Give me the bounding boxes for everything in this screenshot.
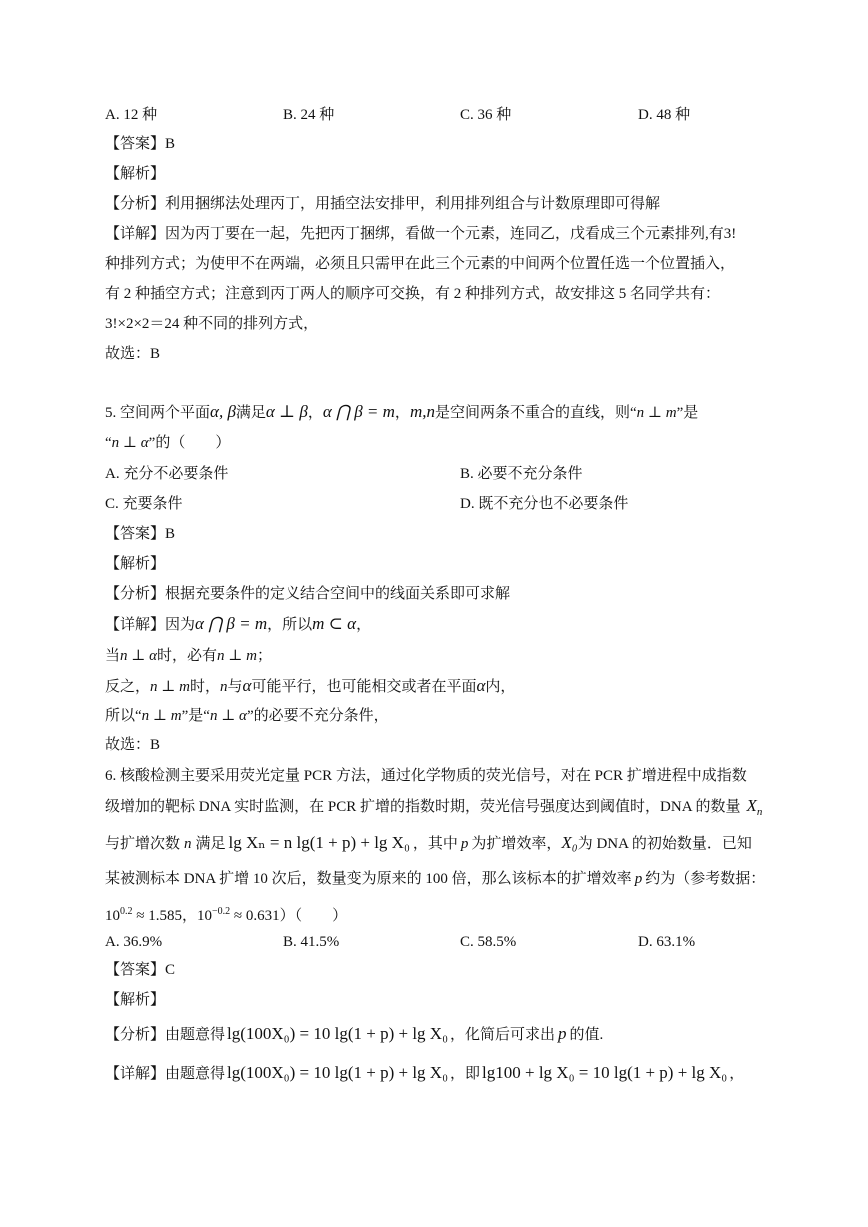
q6-fenxi-text: 的值. xyxy=(569,1027,604,1043)
q6-x0-symbol: X₀ xyxy=(561,833,578,852)
q6-detail-line-1 xyxy=(105,1063,744,1084)
q5-alpha-beta: α, β xyxy=(210,402,236,421)
q5-detail-text: ，所以 xyxy=(267,617,313,633)
q6-option-d: D. 63.1% xyxy=(638,934,696,950)
q6-ref-base-2: 10 xyxy=(197,908,212,924)
q5-detail-intersection: α ⋂ β = m xyxy=(195,614,268,633)
q6-p-symbol-2: p xyxy=(634,871,643,887)
q6-stem-text: 某被测标本 DNA 扩增 10 次后，数量变为原来的 100 倍，那么该标本的扩增效率 xyxy=(105,871,632,887)
q4-option-c: C. 36 种 xyxy=(460,107,512,123)
q5-l4-nm: n ⊥ m xyxy=(141,708,182,724)
q4-choose: 故选：B xyxy=(105,346,161,362)
q5-l2-na: n ⊥ α xyxy=(120,648,157,664)
q4-answer: 【答案】B xyxy=(105,136,176,152)
q5-stem-text: 是空间两条不重合的直线，则“ xyxy=(434,405,637,421)
q6-ref-exp-2: −0.2 xyxy=(212,906,231,917)
q5-option-d: D. 既不充分也不必要条件 xyxy=(460,496,629,512)
q6-stem-line-3 xyxy=(105,833,752,854)
q5-nm-formula: n ⊥ m xyxy=(636,405,677,421)
q6-fenxi xyxy=(105,1024,603,1045)
q5-l2-nm: n ⊥ m xyxy=(217,648,257,664)
q6-option-b: B. 41.5% xyxy=(283,934,340,950)
q6-stem-text: 级增加的靶标 DNA 实时监测，在 PCR 扩增的指数时期，荧光信号强度达到阈值时，DNA 的数量 xyxy=(105,799,741,815)
q5-na-formula: n ⊥ α xyxy=(111,435,149,451)
q5-detail-text: 与 xyxy=(227,679,243,695)
q5-detail-text: ”是“ xyxy=(181,708,210,724)
q6-stem-text: 约为（参考数据： xyxy=(645,871,766,887)
q5-l4-na: n ⊥ α xyxy=(209,708,247,724)
q5-mn: m,n xyxy=(409,402,435,421)
q4-analysis-label: 【解析】 xyxy=(105,166,166,182)
q6-analysis-label: 【解析】 xyxy=(105,992,166,1008)
q6-x-subscript: n xyxy=(756,806,763,818)
q6-ref-value-2: ≈ 0.631 xyxy=(230,908,280,924)
q6-detail-text: ，即 xyxy=(450,1066,481,1082)
q5-stem-text: 5. 空间两个平面 xyxy=(105,405,211,421)
q6-ref-exp-1: 0.2 xyxy=(120,906,133,917)
q6-ref-value-1: ≈ 1.585 xyxy=(132,908,182,924)
q6-stem-text: 与扩增次数 xyxy=(105,836,181,852)
q5-stem-text: ”是 xyxy=(676,405,699,421)
q5-detail-text: 时，必有 xyxy=(157,648,218,664)
q5-detail-text: 内， xyxy=(485,679,516,695)
q4-detail-line-4: 3!×2×2＝24 种不同的排列方式， xyxy=(105,316,319,332)
q5-detail-text: ， xyxy=(356,617,372,633)
q5-detail-text: 当 xyxy=(105,648,121,664)
q5-detail-line-1 xyxy=(105,614,371,635)
q6-n-symbol: n xyxy=(184,836,192,852)
q5-detail-text: 可能平行，也可能相交或者在平面 xyxy=(251,679,477,695)
q5-l3-nm: n ⊥ m xyxy=(150,679,190,695)
q6-stem-text: 满足 xyxy=(195,836,226,852)
q6-detail-formula-2: lg100 + lg X₀ = 10 lg(1 + p) + lg X₀ xyxy=(482,1063,728,1082)
q6-stem-line-4 xyxy=(105,869,765,889)
q6-stem-line-5 xyxy=(105,902,347,926)
q5-detail-text: ”的必要不充分条件， xyxy=(246,708,389,724)
q4-option-d: D. 48 种 xyxy=(638,107,691,123)
q6-x-symbol: X xyxy=(746,796,757,815)
q6-ref-base-1: 10 xyxy=(105,908,120,924)
q5-stem-text: ， xyxy=(394,405,410,421)
q5-detail-subset: m ⊂ α xyxy=(312,614,357,633)
q5-detail-line-4 xyxy=(105,706,389,726)
q6-stem-line-2 xyxy=(105,796,762,822)
q6-main-formula: lg Xₙ = n lg(1 + p) + lg X₀ xyxy=(228,833,410,852)
q6-fenxi-text: ，化简后可求出 xyxy=(450,1027,556,1043)
q4-option-a: A. 12 种 xyxy=(105,107,158,123)
q5-option-b: B. 必要不充分条件 xyxy=(460,466,583,482)
q5-stem-line-2 xyxy=(105,433,230,453)
q6-stem-text: ，其中 xyxy=(412,836,458,852)
q6-stem-line-1: 6. 核酸检测主要采用荧光定量 PCR 方法，通过化学物质的荧光信号，对在 PCR 扩增进程中成指数 xyxy=(105,768,747,784)
q6-option-c: C. 58.5% xyxy=(460,934,517,950)
q4-fenxi: 【分析】利用捆绑法处理丙丁，用插空法安排甲，利用排列组合与计数原理即可得解 xyxy=(105,196,661,212)
q6-fenxi-formula: lg(100X₀) = 10 lg(1 + p) + lg X₀ xyxy=(227,1024,448,1043)
q4-detail-line-3: 有 2 种插空方式；注意到丙丁两人的顺序可交换，有 2 种排列方式，故安排这 5 名同学共有： xyxy=(105,286,721,302)
q5-detail-text: 反之， xyxy=(105,679,151,695)
q6-stem-text: 为扩增效率， xyxy=(471,836,562,852)
q5-stem-line-1 xyxy=(105,402,698,423)
q5-analysis-label: 【解析】 xyxy=(105,556,166,572)
q6-detail-text: ， xyxy=(729,1066,745,1082)
q5-stem-text: ”的（ ） xyxy=(148,435,231,451)
q6-p-symbol: p xyxy=(460,836,469,852)
q6-fenxi-p: p xyxy=(558,1024,567,1043)
q6-answer: 【答案】C xyxy=(105,962,176,978)
q4-detail-line-1: 【详解】因为丙丁要在一起，先把丙丁捆绑，看做一个元素，连同乙，戊看成三个元素排列,有3! xyxy=(105,226,737,242)
q5-stem-text: 满足 xyxy=(235,405,266,421)
q5-intersection-formula: α ⋂ β = m xyxy=(322,402,395,421)
q6-option-a: A. 36.9% xyxy=(105,934,163,950)
q6-detail-text: 【详解】由题意得 xyxy=(105,1066,226,1082)
q5-option-a: A. 充分不必要条件 xyxy=(105,466,229,482)
q6-stem-text: ， xyxy=(181,908,197,924)
q5-detail-line-2 xyxy=(105,646,272,666)
q5-l3-alpha2: α xyxy=(476,676,486,695)
q5-stem-text: ， xyxy=(307,405,323,421)
q5-detail-text: 所以“ xyxy=(105,708,142,724)
q5-perp-formula: α ⊥ β xyxy=(265,402,308,421)
q6-stem-text: 为 DNA 的初始数量．已知 xyxy=(577,836,752,852)
q5-option-c: C. 充要条件 xyxy=(105,496,183,512)
q5-answer: 【答案】B xyxy=(105,526,176,542)
q5-detail-text: 【详解】因为 xyxy=(105,617,196,633)
q5-detail-text: ； xyxy=(256,648,272,664)
q6-detail-formula-1: lg(100X₀) = 10 lg(1 + p) + lg X₀ xyxy=(227,1063,448,1082)
q5-stem-text: “ xyxy=(105,435,112,451)
q6-stem-text: ）（ ） xyxy=(279,908,348,924)
q4-option-b: B. 24 种 xyxy=(283,107,335,123)
q5-l3-alpha: α xyxy=(242,676,252,695)
q6-fenxi-text: 【分析】由题意得 xyxy=(105,1027,226,1043)
q5-detail-line-3 xyxy=(105,676,515,697)
q5-l3-n: n xyxy=(219,679,228,695)
q5-fenxi: 【分析】根据充要条件的定义结合空间中的线面关系即可求解 xyxy=(105,586,511,602)
q4-detail-line-2: 种排列方式；为使甲不在两端，必须且只需甲在此三个元素的中间两个位置任选一个位置插入， xyxy=(105,256,736,272)
q5-detail-text: 时， xyxy=(189,679,220,695)
q5-choose: 故选：B xyxy=(105,737,161,753)
